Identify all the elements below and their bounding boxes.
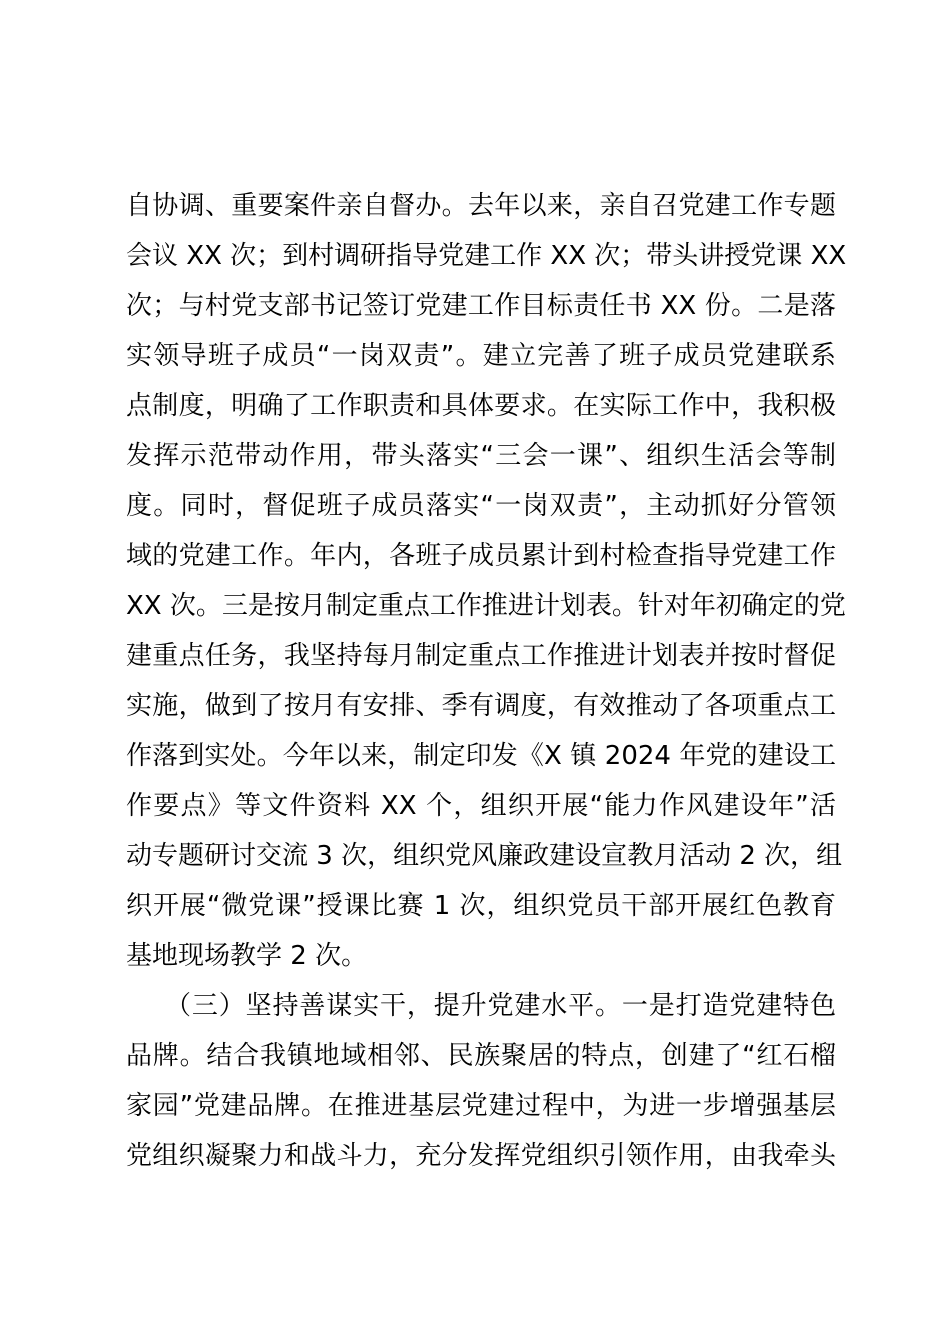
text-line: 基地现场教学 2 次。 (126, 941, 368, 971)
text-line: 作要点》等文件资料 XX 个，组织开展“能力作风建设年”活 (126, 791, 836, 821)
body-text (126, 181, 847, 1181)
text-line: 作落到实处。今年以来，制定印发《X 镇 2024 年党的建设工 (126, 741, 836, 771)
text-line: 建重点任务，我坚持每月制定重点工作推进计划表并按时督促 (126, 641, 836, 671)
section-heading-line: （三）坚持善谋实干，提升党建水平。一是打造党建特色 (165, 991, 836, 1021)
text-line: 实领导班子成员“一岗双责”。建立完善了班子成员党建联系 (126, 341, 836, 371)
text-line: 自协调、重要案件亲自督办。去年以来，亲自召党建工作专题 (126, 191, 836, 221)
text-line: 会议 XX 次；到村调研指导党建工作 XX 次；带头讲授党课 XX (126, 241, 847, 271)
text-line: 织开展“微党课”授课比赛 1 次，组织党员干部开展红色教育 (126, 891, 836, 921)
paragraph-continuation (126, 181, 847, 981)
text-line: 点制度，明确了工作职责和具体要求。在实际工作中，我积极 (126, 391, 836, 421)
text-line: 次；与村党支部书记签订党建工作目标责任书 XX 份。二是落 (126, 291, 836, 321)
text-line: 家园”党建品牌。在推进基层党建过程中，为进一步增强基层 (126, 1091, 836, 1121)
text-line: 实施，做到了按月有安排、季有调度，有效推动了各项重点工 (126, 691, 836, 721)
text-line: 动专题研讨交流 3 次，组织党风廉政建设宣教月活动 2 次，组 (126, 841, 843, 871)
text-line: 域的党建工作。年内，各班子成员累计到村检查指导党建工作 (126, 541, 836, 571)
text-line: 度。同时，督促班子成员落实“一岗双责”，主动抓好分管领 (126, 491, 836, 521)
text-line: 发挥示范带动作用，带头落实“三会一课”、组织生活会等制 (126, 441, 836, 471)
section-three-paragraph (126, 981, 836, 1181)
text-line: XX 次。三是按月制定重点工作推进计划表。针对年初确定的党 (126, 591, 846, 621)
text-line: 党组织凝聚力和战斗力，充分发挥党组织引领作用，由我牵头 (126, 1141, 836, 1171)
text-line: 品牌。结合我镇地域相邻、民族聚居的特点，创建了“红石榴 (126, 1041, 836, 1071)
